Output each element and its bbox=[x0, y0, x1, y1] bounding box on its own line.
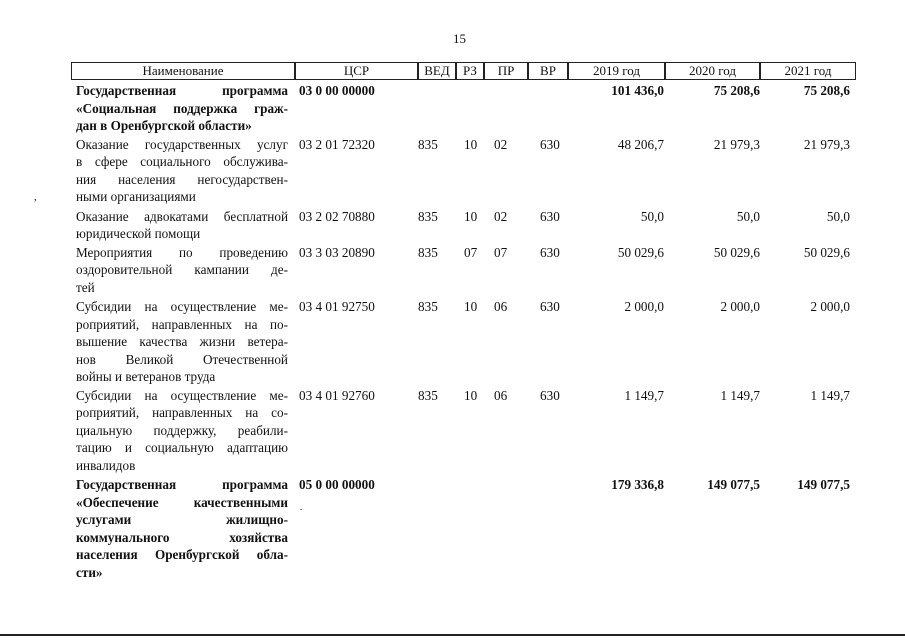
header-rz: РЗ bbox=[456, 62, 484, 80]
row-rz: 10 bbox=[464, 387, 478, 403]
row-2021: 2 000,0 bbox=[810, 299, 850, 314]
row-rz: 07 bbox=[464, 244, 478, 260]
row-name-line: ния населения негосударствен- bbox=[76, 171, 288, 187]
table-body bbox=[76, 82, 856, 581]
row-name-line: населения Оренбургской обла- bbox=[76, 547, 288, 562]
row-2020: 50,0 bbox=[736, 208, 760, 224]
row-name-line: нов Великой Отечественной bbox=[76, 351, 288, 367]
row-2019: 50,0 bbox=[640, 208, 664, 224]
row-2021: 149 077,5 bbox=[797, 477, 850, 492]
row-pr: 02 bbox=[494, 136, 508, 152]
row-name-line: коммунального хозяйства bbox=[76, 529, 288, 545]
row-pr: 06 bbox=[494, 299, 508, 314]
header-2021: 2021 год bbox=[760, 62, 856, 80]
row-name-line: тацию и социальную адаптацию bbox=[76, 440, 288, 455]
table-row bbox=[76, 387, 856, 475]
row-vr: 630 bbox=[540, 136, 560, 152]
table-row bbox=[76, 298, 856, 386]
row-name-line: циальную поддержку, реабили- bbox=[76, 422, 288, 438]
row-2019: 1 149,7 bbox=[624, 387, 664, 403]
row-name-line: Субсидии на осуществление ме- bbox=[76, 387, 288, 403]
row-2020: 75 208,6 bbox=[713, 83, 760, 98]
row-name-line: Мероприятия по проведению bbox=[76, 244, 288, 260]
row-rz: 10 bbox=[464, 299, 478, 314]
row-csr: 03 2 01 72320 bbox=[299, 136, 375, 152]
row-2019: 179 336,8 bbox=[611, 477, 664, 492]
row-2019: 48 206,7 bbox=[617, 136, 664, 152]
row-name-line: роприятий, направленных на со- bbox=[76, 405, 288, 420]
row-rz: 10 bbox=[464, 208, 478, 224]
row-2020: 50 029,6 bbox=[713, 244, 760, 260]
row-name-line: инвалидов bbox=[76, 457, 136, 473]
row-name-line: роприятий, направленных на по- bbox=[76, 316, 288, 332]
row-name-line: в сфере социального обслужива- bbox=[76, 154, 288, 169]
table-row bbox=[76, 244, 856, 297]
row-pr: 06 bbox=[494, 387, 508, 403]
header-pr: ПР bbox=[484, 62, 528, 80]
row-pr: 02 bbox=[494, 208, 508, 224]
row-csr: 03 4 01 92760 bbox=[299, 387, 375, 403]
row-name-line: юридической помощи bbox=[76, 226, 201, 241]
row-ved: 835 bbox=[418, 136, 438, 152]
row-name bbox=[76, 298, 288, 386]
row-name-line: «Обеспечение качественными bbox=[76, 494, 288, 510]
row-2019: 50 029,6 bbox=[617, 244, 664, 260]
bottom-rule bbox=[0, 634, 905, 636]
header-csr: ЦСР bbox=[295, 62, 418, 80]
row-ved: 835 bbox=[418, 244, 438, 260]
row-vr: 630 bbox=[540, 387, 560, 403]
row-2020: 2 000,0 bbox=[720, 299, 760, 314]
row-2021: 50 029,6 bbox=[803, 244, 850, 260]
row-name bbox=[76, 208, 288, 243]
row-name-line: Субсидии на осуществление ме- bbox=[76, 299, 288, 314]
row-2021: 75 208,6 bbox=[803, 83, 850, 98]
row-name bbox=[76, 244, 288, 297]
row-name-line: Оказание государственных услуг bbox=[76, 136, 288, 152]
row-name-line: войны и ветеранов труда bbox=[76, 369, 216, 384]
table-row bbox=[76, 208, 856, 243]
row-pr: 07 bbox=[494, 244, 508, 260]
row-name-line: «Социальная поддержка граж- bbox=[76, 100, 288, 116]
row-ved: 835 bbox=[418, 299, 438, 314]
row-name-line: ными организациями bbox=[76, 189, 196, 204]
header-vr: ВР bbox=[528, 62, 568, 80]
row-name-line: услугами жилищно- bbox=[76, 512, 288, 527]
table-row bbox=[76, 476, 856, 581]
row-2020: 21 979,3 bbox=[713, 136, 760, 152]
row-ved: 835 bbox=[418, 387, 438, 403]
row-name-line: дан в Оренбургской области» bbox=[76, 118, 252, 133]
row-name-line: сти» bbox=[76, 564, 103, 580]
row-name-line: вышение качества жизни ветера- bbox=[76, 334, 288, 349]
row-name-line: Государственная программа bbox=[76, 477, 288, 492]
row-name bbox=[76, 136, 288, 206]
row-2020: 149 077,5 bbox=[707, 477, 760, 492]
row-rz: 10 bbox=[464, 136, 478, 152]
row-name bbox=[76, 387, 288, 475]
row-vr: 630 bbox=[540, 208, 560, 224]
row-csr: 03 0 00 00000 bbox=[299, 83, 375, 98]
row-name-line: тей bbox=[76, 279, 95, 295]
table-header bbox=[71, 62, 856, 82]
page-number: 15 bbox=[453, 31, 466, 46]
table-row bbox=[76, 136, 856, 206]
row-name-line: оздоровительной кампании де- bbox=[76, 262, 288, 277]
row-vr: 630 bbox=[540, 299, 560, 314]
row-csr: 03 2 02 70880 bbox=[299, 208, 375, 224]
row-2019: 2 000,0 bbox=[624, 299, 664, 314]
row-2020: 1 149,7 bbox=[720, 387, 760, 403]
header-ved: ВЕД bbox=[418, 62, 456, 80]
stray-dot: . bbox=[300, 502, 303, 512]
row-2019: 101 436,0 bbox=[611, 83, 664, 98]
row-csr: 03 4 01 92750 bbox=[299, 299, 375, 314]
table-row bbox=[76, 82, 856, 135]
row-name-line: Оказание адвокатами бесплатной bbox=[76, 208, 288, 224]
row-name-line: Государственная программа bbox=[76, 83, 288, 98]
header-name: Наименование bbox=[71, 62, 295, 80]
row-2021: 50,0 bbox=[826, 208, 850, 224]
row-ved: 835 bbox=[418, 208, 438, 224]
row-2021: 21 979,3 bbox=[803, 136, 850, 152]
row-vr: 630 bbox=[540, 244, 560, 260]
header-2020: 2020 год bbox=[665, 62, 760, 80]
row-name bbox=[76, 476, 288, 581]
row-name bbox=[76, 82, 288, 135]
row-csr: 05 0 00 00000 bbox=[299, 477, 375, 492]
margin-mark: , bbox=[34, 191, 37, 203]
header-2019: 2019 год bbox=[568, 62, 665, 80]
row-2021: 1 149,7 bbox=[810, 387, 850, 403]
row-csr: 03 3 03 20890 bbox=[299, 244, 375, 260]
